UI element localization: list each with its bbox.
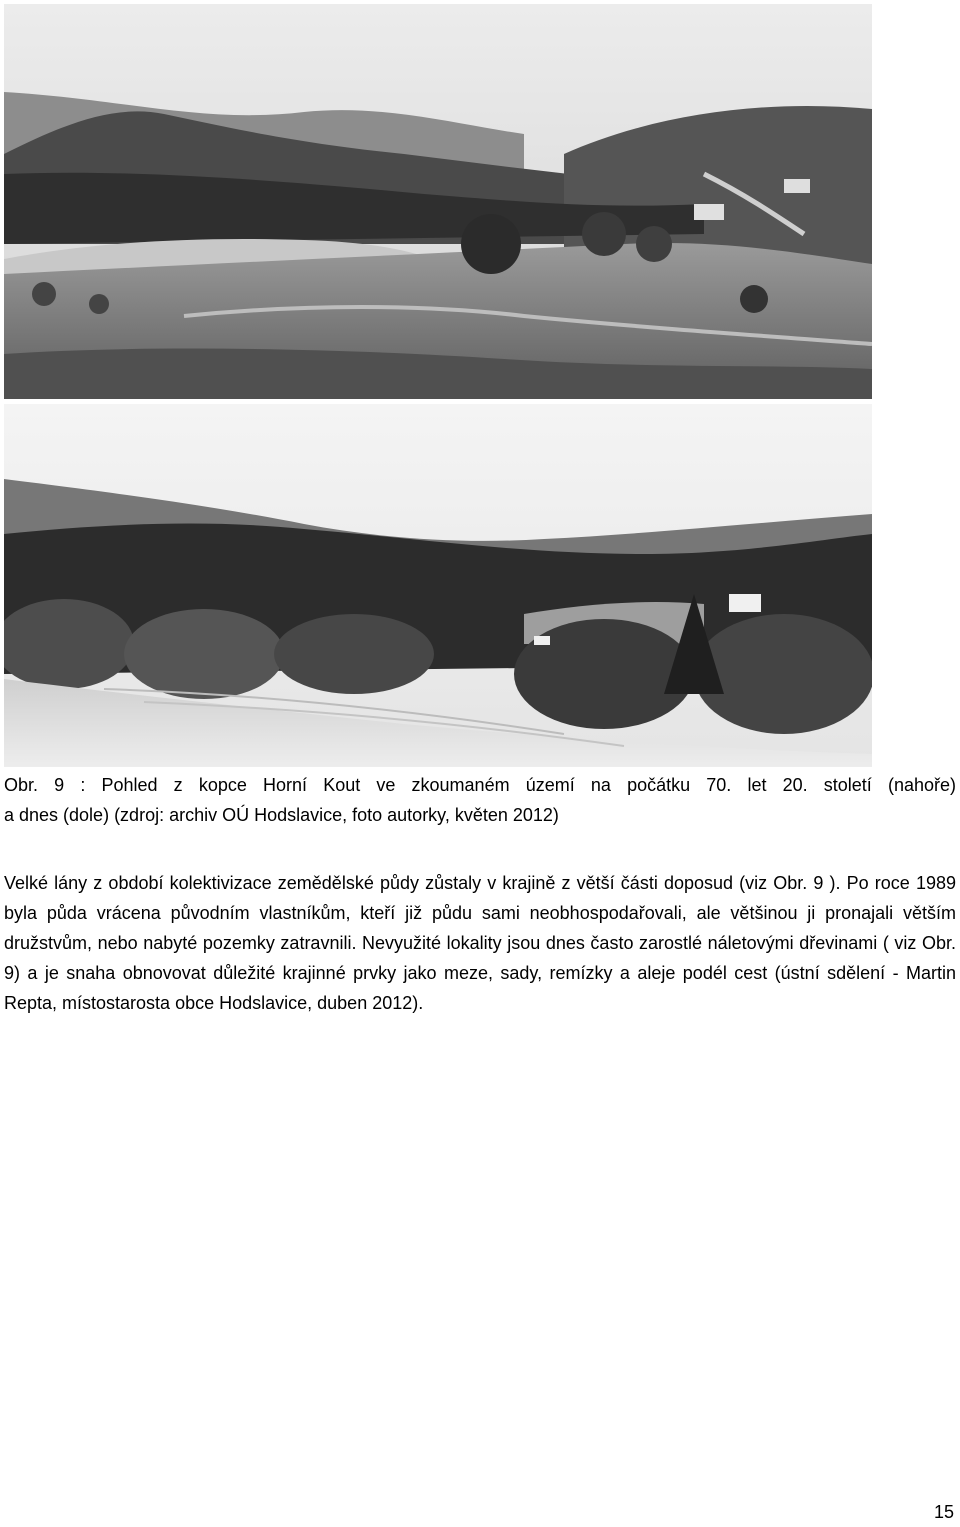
body-paragraph: Velké lány z období kolektivizace zemědělské půdy zůstaly v krajině z větší části doposud (viz Obr. 9 ). Po roce 1989 byla půda vrácena původním vlastníkům, kteří již půdu sami neobhospodařovali, ale většinou ji pronajali větším družstvům, nebo nabyté pozemky zatravnili. Nevyužité lokality jsou dnes často zarostlé náletovými dřevinami ( viz Obr. 9) a je snaha obnovovat důležité krajinné prvky jako meze, sady, remízky a aleje podél cest (ústní sdělení - Martin Repta, místostarosta obce Hodslavice, duben 2012). (4, 873, 956, 1013)
figure-caption-line2: a dnes (dole) (zdroj: archiv OÚ Hodslavice, foto autorky, květen 2012) (4, 805, 559, 825)
figure-caption (4, 770, 956, 830)
figure-caption-line1: Obr. 9 : Pohled z kopce Horní Kout ve zkoumaném území na počátku 70. let 20. století (nahoře) (4, 775, 956, 795)
page-number: 15 (933, 1502, 954, 1522)
present-landscape-photo (4, 404, 872, 767)
historical-landscape-photo (4, 4, 872, 399)
